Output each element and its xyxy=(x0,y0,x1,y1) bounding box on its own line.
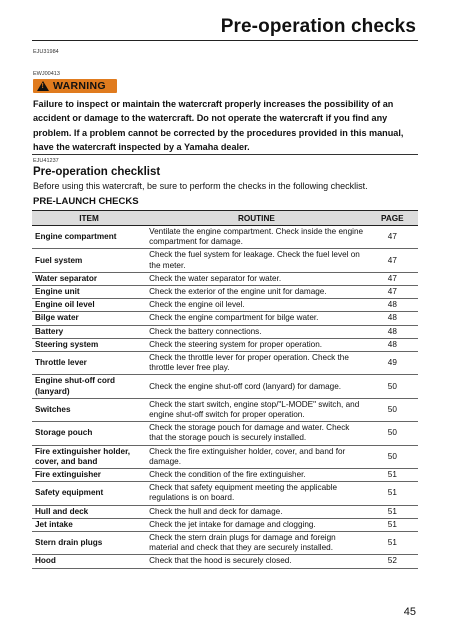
table-row xyxy=(32,352,418,375)
table-cell-item: Engine shut-off cord (lanyard) xyxy=(32,375,146,398)
pre-launch-checks-table xyxy=(32,210,418,569)
section-title: Pre-operation checklist xyxy=(33,166,161,178)
table-cell-page: 48 xyxy=(367,338,418,351)
table-row xyxy=(32,398,418,421)
table-cell-item: Engine compartment xyxy=(32,226,146,249)
doc-code-section: EJU41237 xyxy=(33,158,59,164)
table-cell-routine: Check the exterior of the engine unit for damage. xyxy=(146,286,367,299)
table-cell-item: Stern drain plugs xyxy=(32,532,146,555)
table-row xyxy=(32,445,418,468)
table-cell-routine: Check that safety equipment meeting the applicable regulations is on board. xyxy=(146,482,367,505)
table-cell-page: 48 xyxy=(367,325,418,338)
subsection-title: PRE-LAUNCH CHECKS xyxy=(33,196,139,207)
warning-body: Failure to inspect or maintain the watercraft properly increases the possibility of an accident or damage to the watercraft. Do not operate the watercraft if you find any problem. If a problem cannot be corrected by the procedures provided in this manual, have the watercraft inspected by a Yamaha dealer. xyxy=(33,99,404,152)
table-cell-item: Water separator xyxy=(32,272,146,285)
warning-triangle-icon: ! xyxy=(37,81,49,91)
table-cell-routine: Check the battery connections. xyxy=(146,325,367,338)
table-row xyxy=(32,375,418,398)
table-cell-page: 49 xyxy=(367,352,418,375)
table-cell-page: 51 xyxy=(367,469,418,482)
table-row xyxy=(32,272,418,285)
table-cell-routine: Check the fuel system for leakage. Check the fuel level on the meter. xyxy=(146,249,367,272)
table-cell-item: Bilge water xyxy=(32,312,146,325)
warning-bottom-rule xyxy=(32,154,418,155)
table-cell-page: 47 xyxy=(367,272,418,285)
doc-code-top: EJU31984 xyxy=(33,49,59,55)
table-row xyxy=(32,532,418,555)
table-cell-routine: Check the hull and deck for damage. xyxy=(146,505,367,518)
table-cell-page: 47 xyxy=(367,249,418,272)
table-row xyxy=(32,249,418,272)
page-header-title: Pre-operation checks xyxy=(220,16,416,37)
table-cell-routine: Check the start switch, engine stop/"L-MODE" switch, and engine shut-off switch for proper operation. xyxy=(146,398,367,421)
table-cell-item: Hull and deck xyxy=(32,505,146,518)
column-header-item: ITEM xyxy=(32,211,146,226)
table-cell-routine: Check the engine compartment for bilge water. xyxy=(146,312,367,325)
table-cell-item: Jet intake xyxy=(32,518,146,531)
table-cell-page: 52 xyxy=(367,555,418,568)
header-rule xyxy=(32,40,418,41)
table-cell-routine: Check the steering system for proper operation. xyxy=(146,338,367,351)
table-cell-item: Storage pouch xyxy=(32,422,146,445)
table-cell-item: Battery xyxy=(32,325,146,338)
column-header-routine: ROUTINE xyxy=(146,211,367,226)
table-cell-page: 51 xyxy=(367,482,418,505)
table-cell-routine: Ventilate the engine compartment. Check inside the engine compartment for damage. xyxy=(146,226,367,249)
table-cell-routine: Check the engine oil level. xyxy=(146,299,367,312)
table-cell-item: Safety equipment xyxy=(32,482,146,505)
table-row xyxy=(32,505,418,518)
table-cell-page: 50 xyxy=(367,422,418,445)
table-cell-routine: Check the condition of the fire extinguisher. xyxy=(146,469,367,482)
table-row xyxy=(32,226,418,249)
doc-code-warning: EWJ00413 xyxy=(33,71,60,77)
table-row xyxy=(32,518,418,531)
table-cell-routine: Check the engine shut-off cord (lanyard) for damage. xyxy=(146,375,367,398)
table-cell-page: 51 xyxy=(367,518,418,531)
table-cell-page: 50 xyxy=(367,375,418,398)
table-cell-page: 51 xyxy=(367,505,418,518)
table-cell-routine: Check the storage pouch for damage and water. Check that the storage pouch is securely installed. xyxy=(146,422,367,445)
table-cell-page: 48 xyxy=(367,312,418,325)
warning-label: WARNING xyxy=(53,80,106,92)
page-number: 45 xyxy=(403,606,416,618)
table-cell-item: Steering system xyxy=(32,338,146,351)
table-cell-routine: Check that the hood is securely closed. xyxy=(146,555,367,568)
table-cell-routine: Check the fire extinguisher holder, cover, and band for damage. xyxy=(146,445,367,468)
table-row xyxy=(32,286,418,299)
table-row xyxy=(32,469,418,482)
table-cell-item: Hood xyxy=(32,555,146,568)
table-cell-item: Fire extinguisher xyxy=(32,469,146,482)
table-cell-page: 47 xyxy=(367,286,418,299)
table-cell-routine: Check the stern drain plugs for damage and foreign material and check that they are securely installed. xyxy=(146,532,367,555)
table-cell-page: 48 xyxy=(367,299,418,312)
table-cell-page: 50 xyxy=(367,445,418,468)
table-cell-page: 47 xyxy=(367,226,418,249)
table-row xyxy=(32,482,418,505)
table-cell-item: Fire extinguisher holder, cover, and band xyxy=(32,445,146,468)
table-cell-page: 50 xyxy=(367,398,418,421)
table-row xyxy=(32,312,418,325)
table-cell-item: Throttle lever xyxy=(32,352,146,375)
table-cell-routine: Check the throttle lever for proper operation. Check the throttle lever free play. xyxy=(146,352,367,375)
table-cell-item: Engine oil level xyxy=(32,299,146,312)
table-row xyxy=(32,338,418,351)
table-cell-item: Fuel system xyxy=(32,249,146,272)
warning-badge xyxy=(33,79,117,93)
table-row xyxy=(32,299,418,312)
table-cell-item: Engine unit xyxy=(32,286,146,299)
table-row xyxy=(32,422,418,445)
table-cell-routine: Check the jet intake for damage and clogging. xyxy=(146,518,367,531)
section-intro: Before using this watercraft, be sure to perform the checks in the following checklist. xyxy=(33,181,368,191)
table-row xyxy=(32,325,418,338)
table-row xyxy=(32,555,418,568)
column-header-page: PAGE xyxy=(367,211,418,226)
table-cell-item: Switches xyxy=(32,398,146,421)
table-cell-page: 51 xyxy=(367,532,418,555)
table-header-row xyxy=(32,211,418,226)
table-cell-routine: Check the water separator for water. xyxy=(146,272,367,285)
